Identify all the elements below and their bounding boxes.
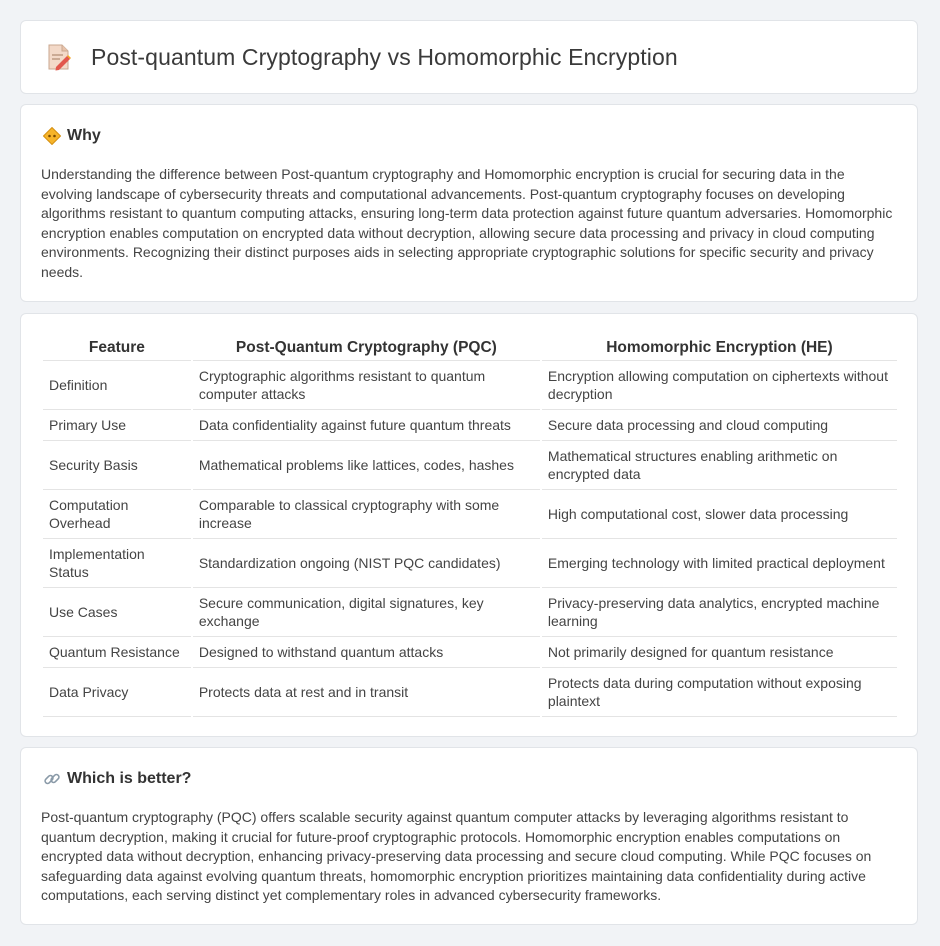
why-title: Why (67, 127, 101, 144)
link-icon (43, 770, 61, 788)
table-row (43, 539, 897, 588)
better-title: Which is better? (67, 770, 192, 787)
pqc-cell: Mathematical problems like lattices, codes, hashes (193, 441, 540, 490)
table-row (43, 588, 897, 637)
header-he: Homomorphic Encryption (HE) (542, 334, 897, 361)
comparison-table (41, 334, 899, 717)
he-cell: Protects data during computation without exposing plaintext (542, 668, 897, 717)
he-cell: Mathematical structures enabling arithmetic on encrypted data (542, 441, 897, 490)
pqc-cell: Designed to withstand quantum attacks (193, 637, 540, 668)
pqc-cell: Comparable to classical cryptography with some increase (193, 490, 540, 539)
pqc-cell: Secure communication, digital signatures, key exchange (193, 588, 540, 637)
header-feature: Feature (43, 334, 191, 361)
pqc-cell: Data confidentiality against future quantum threats (193, 410, 540, 441)
pqc-cell: Standardization ongoing (NIST PQC candidates) (193, 539, 540, 588)
comparison-card (20, 313, 918, 737)
table-row (43, 361, 897, 410)
he-cell: High computational cost, slower data processing (542, 490, 897, 539)
diamond-sign-icon (43, 127, 61, 145)
pqc-cell: Cryptographic algorithms resistant to quantum computer attacks (193, 361, 540, 410)
table-row (43, 410, 897, 441)
document-edit-icon (47, 43, 71, 71)
table-row (43, 637, 897, 668)
why-section (20, 104, 918, 302)
he-cell: Emerging technology with limited practical deployment (542, 539, 897, 588)
feature-cell: Definition (43, 361, 191, 410)
feature-cell: Use Cases (43, 588, 191, 637)
which-is-better-section (20, 747, 918, 925)
feature-cell: Implementation Status (43, 539, 191, 588)
he-cell: Not primarily designed for quantum resistance (542, 637, 897, 668)
header-pqc: Post-Quantum Cryptography (PQC) (193, 334, 540, 361)
table-row (43, 668, 897, 717)
feature-cell: Quantum Resistance (43, 637, 191, 668)
he-cell: Secure data processing and cloud computing (542, 410, 897, 441)
header-card (20, 20, 918, 94)
feature-cell: Primary Use (43, 410, 191, 441)
he-cell: Privacy-preserving data analytics, encrypted machine learning (542, 588, 897, 637)
page-title: Post-quantum Cryptography vs Homomorphic Encryption (91, 43, 678, 70)
feature-cell: Computation Overhead (43, 490, 191, 539)
table-row (43, 490, 897, 539)
table-row (43, 441, 897, 490)
feature-cell: Data Privacy (43, 668, 191, 717)
why-text: Understanding the difference between Post-quantum cryptography and Homomorphic encryption is crucial for securing data in the evolving landscape of cybersecurity threats and computational advancements. Post-quantum cryptography focuses on developing algorithms resistant to quantum computing attacks, ensuring long-term data protection against future quantum adversaries. Homomorphic encryption enables computation on encrypted data without decryption, allowing secure data processing and privacy in cloud computing environments. Recognizing their distinct purposes aids in selecting appropriate cryptographic solutions for specific security and privacy needs. (41, 166, 893, 280)
feature-cell: Security Basis (43, 441, 191, 490)
he-cell: Encryption allowing computation on ciphertexts without decryption (542, 361, 897, 410)
better-text: Post-quantum cryptography (PQC) offers scalable security against quantum computer attacks by leveraging algorithms resistant to quantum decryption, making it crucial for future-proof cryptographic protocols. Homomorphic encryption enables computations on encrypted data without decryption, enhancing privacy-preserving data processing and secure cloud computing. While PQC focuses on safeguarding data against evolving quantum threats, homomorphic encryption prioritizes maintaining data confidentiality during active computations, each serving distinct yet complementary roles in advanced cybersecurity frameworks. (41, 809, 872, 904)
pqc-cell: Protects data at rest and in transit (193, 668, 540, 717)
